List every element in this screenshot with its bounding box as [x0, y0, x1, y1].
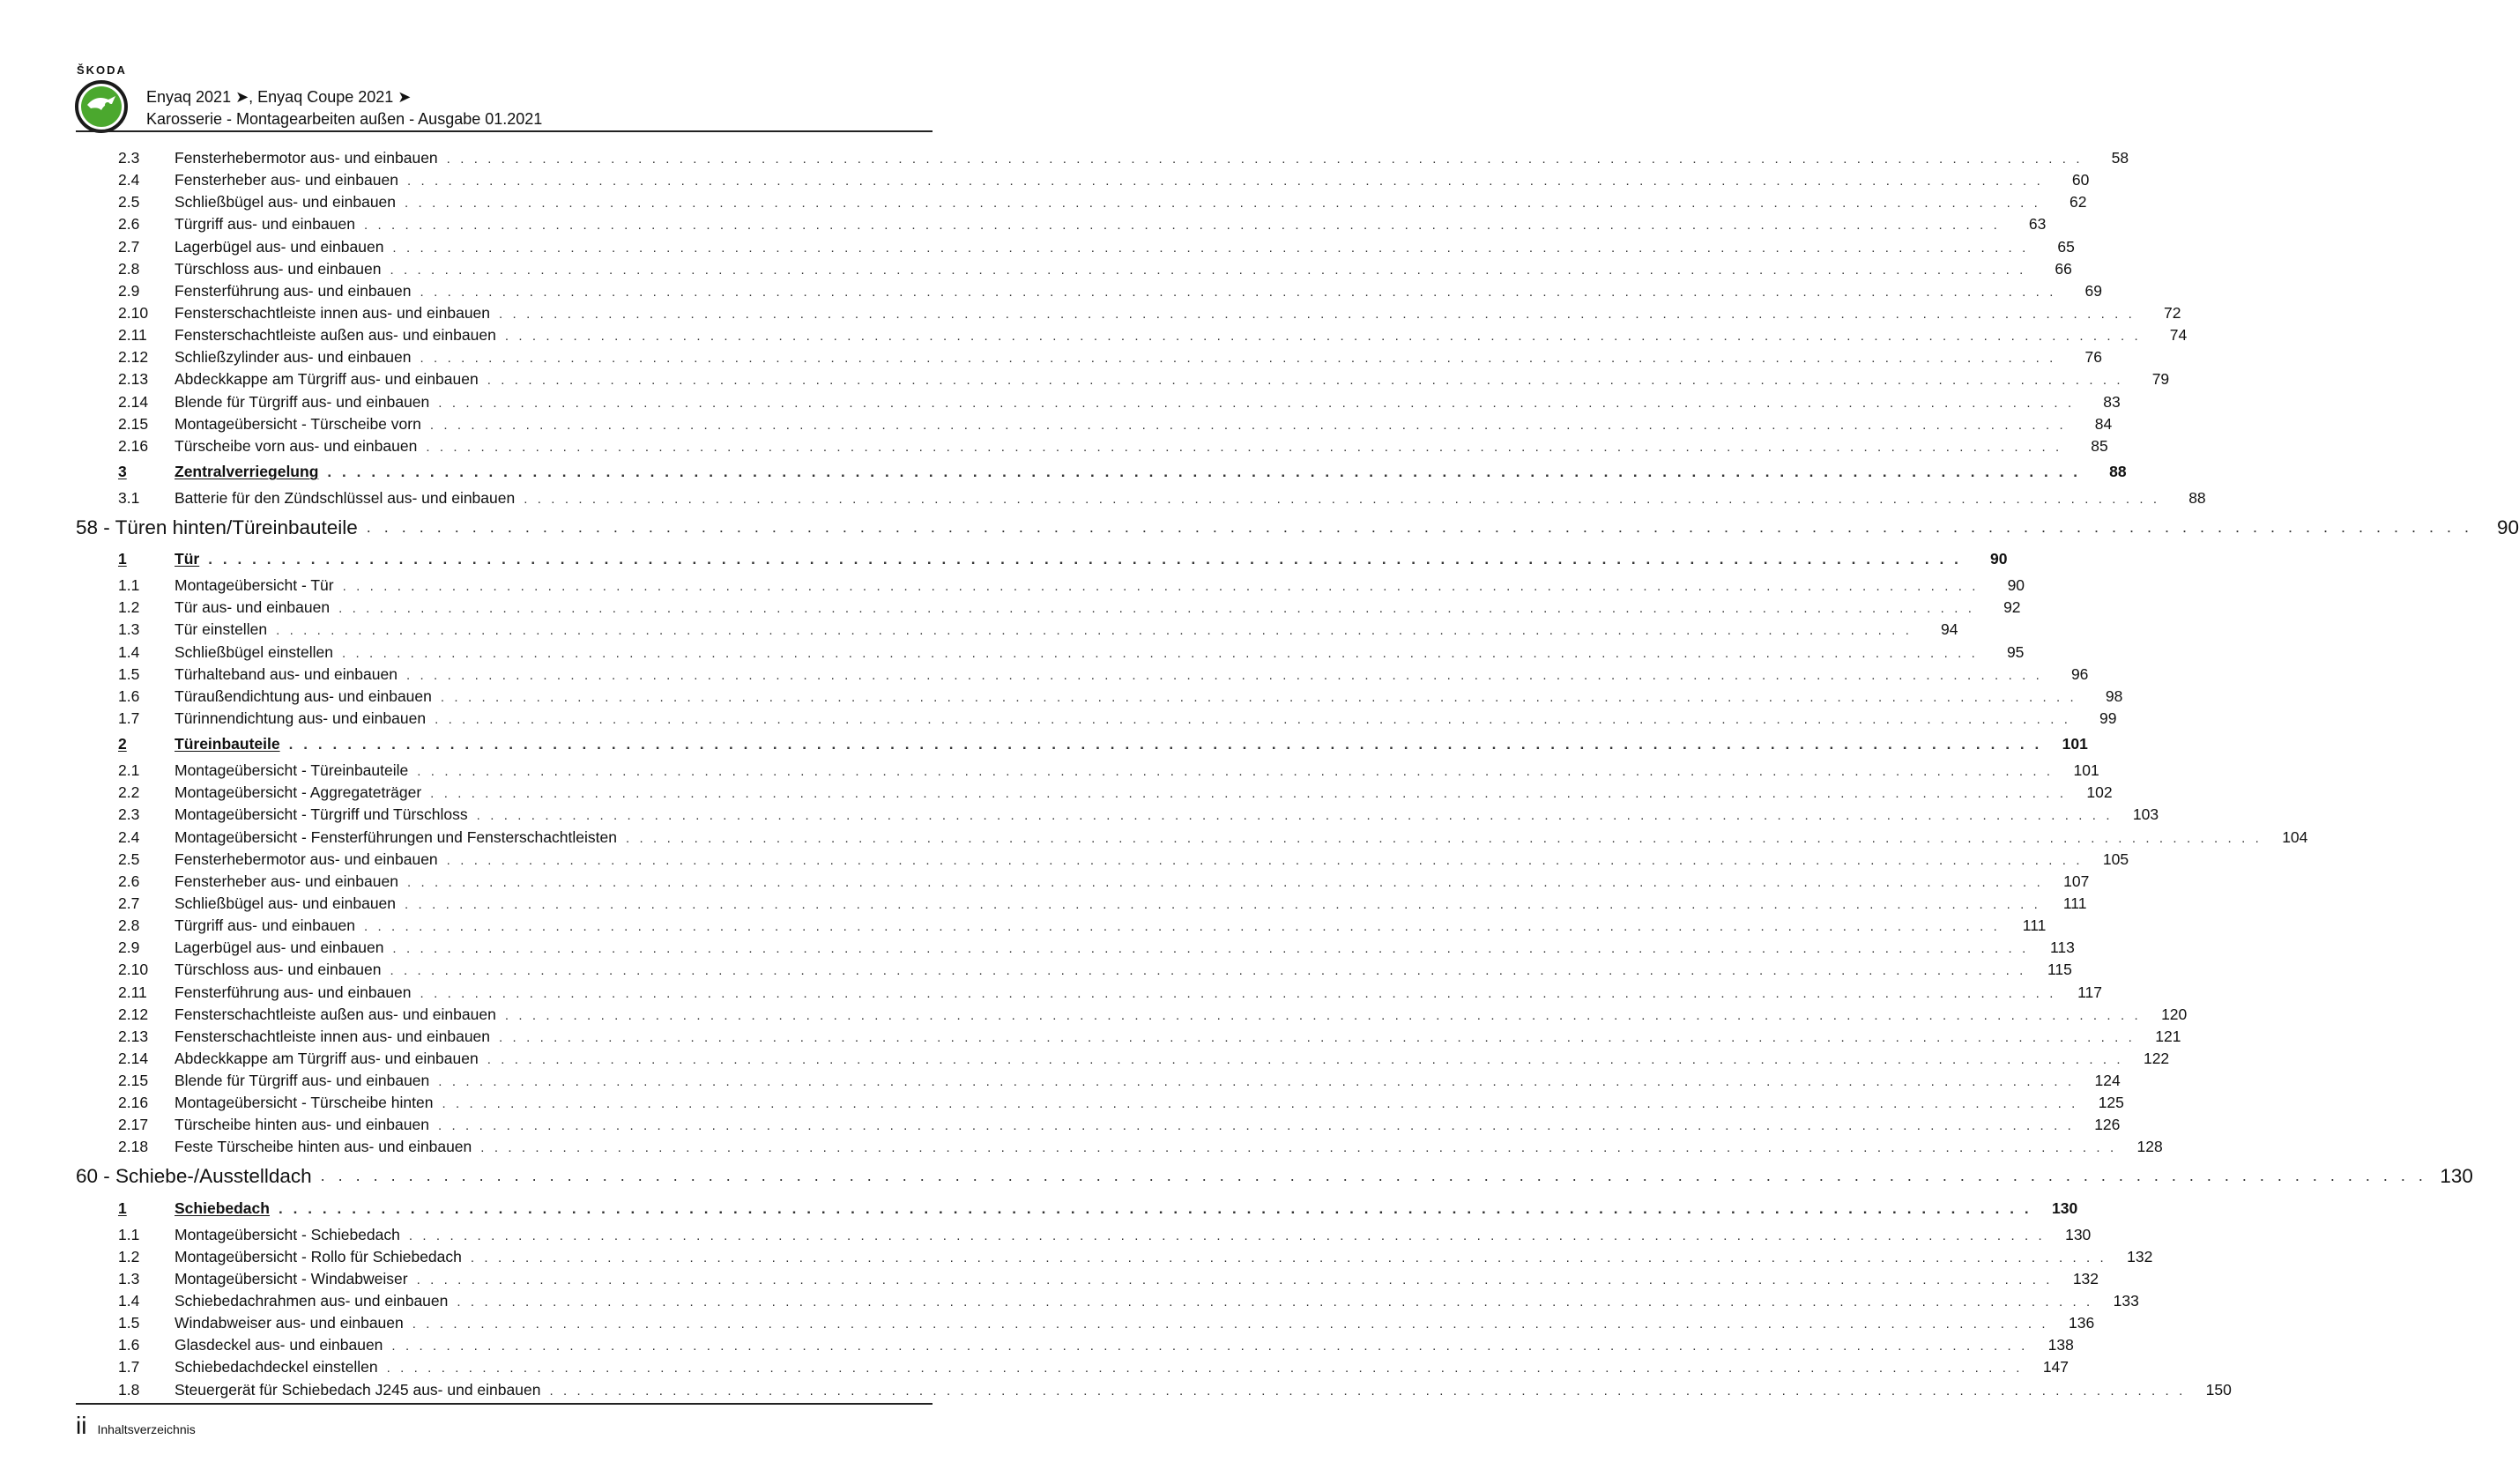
toc-entry-number: 2 [118, 735, 127, 753]
toc-entry-title: Montageübersicht - Türeinbauteile [175, 761, 409, 780]
toc-entry-number: 2.14 [118, 392, 149, 411]
toc-leader-dots: . . . . . . . . . . . . . . . . . . . . . . . . . . . . . . . . . . . . . . . . . . . . . . . . . . . . . . . . . . . . . . . . . . . . . . . . . . . . . . . . . . . . . . . . . . . . . . . . . . . . . . . . . . . . . . . . . . . . . . . . [420, 284, 2056, 300]
toc-entry[interactable] [76, 804, 2159, 826]
toc-entry-title: Montageübersicht - Türgriff und Türschloss [175, 805, 468, 824]
toc-entry-page: 90 [1989, 550, 2008, 568]
toc-entry[interactable] [76, 346, 2102, 368]
toc-entry[interactable] [76, 642, 2025, 664]
toc-entry-page: 84 [2094, 414, 2113, 433]
toc-leader-dots: . . . . . . . . . . . . . . . . . . . . . . . . . . . . . . . . . . . . . . . . . . . . . . . . . . . . . . . . . . . . . . . . . . . . . . . . . . . . . . . . . . . . . . . . . . . . . . . . . . . . . . . . . . . . . . . . . . . . . . . . [499, 1029, 2136, 1045]
toc-leader-dots: . . . . . . . . . . . . . . . . . . . . . . . . . . . . . . . . . . . . . . . . . . . . . . . . . . . . . . . . . . . . . . . . . . . . . . . . . . . . . . . . . . . . . . . . . . . . . . . . . . . . . . . . . . . . . . . . . . . . . . . . [438, 1074, 2075, 1090]
toc-entry-number: 2.6 [118, 215, 140, 234]
toc-entry-page: 90 [2007, 576, 2025, 595]
toc-entry[interactable] [76, 1026, 2181, 1048]
toc-entry-title: Fensterführung aus- und einbauen [175, 281, 412, 300]
toc-entry-title: Montageübersicht - Türscheibe vorn [175, 414, 421, 433]
toc-entry-number: 2.14 [118, 1049, 149, 1067]
toc-leader-dots: . . . . . . . . . . . . . . . . . . . . . . . . . . . . . . . . . . . . . . . . . . . . . . . . . . . . . . . . . . . . . . . . . . . . . . . . . . . . . . . . . . . . . . . . . . . . . . . . . . . . . . . . . . . . . . . . . . . . . . . . [390, 262, 2026, 278]
toc-entry-page: 79 [2151, 370, 2170, 389]
toc-entry-number: 2.17 [118, 1116, 149, 1134]
toc-entry[interactable] [76, 1048, 2170, 1070]
toc-entry-number: 2.6 [118, 872, 140, 890]
toc-entry[interactable] [76, 213, 2047, 235]
toc-leader-dots: . . . . . . . . . . . . . . . . . . . . . . . . . . . . . . . . . . . . . . . . . . . . . . . . . . . . . . . . . . . . . . . . . . . . . . . . . . . . . . . . . . . . . . . . . . . . . . . . . . . . . . . . . . . . . . . . . . . . . . . . [470, 1250, 2107, 1265]
toc-leader-dots: . . . . . . . . . . . . . . . . . . . . . . . . . . . . . . . . . . . . . . . . . . . . . . . . . . . . . . . . . . . . . . . . . . . . . . . . . . . . . . . . . . . . . . . . . . . . . . . . . . . . . . . . . . . . . . . . . . . . . . . . [406, 874, 2044, 890]
toc-entry-number: 2.4 [118, 827, 140, 846]
toc-entry-number: 1.6 [118, 1336, 140, 1354]
toc-entry[interactable] [76, 435, 2108, 457]
toc-leader-dots: . . . . . . . . . . . . . . . . . . . . . . . . . . . . . . . . . . . . . . . . . . . . . . . . . . . . . . . . . . . . . . . . . . . . . . . . . . . . . . . . . . . . . . . . . . . . . . . . . . . . . . . . . . . . . . . . . . . . . . . . [504, 1007, 2142, 1023]
toc-entry-title: Fensterschachtleiste außen aus- und einbauen [175, 326, 496, 345]
toc-entry-number: 2.10 [118, 303, 149, 322]
toc-entry-title: Tür [175, 550, 200, 568]
toc-entry-number: 3 [118, 462, 127, 480]
toc-leader-dots: . . . . . . . . . . . . . . . . . . . . . . . . . . . . . . . . . . . . . . . . . . . . . . . . . . . . . . . . . . . . . . . . . . . . . . . . . . . . . . . . . . . . . . . . . . . . . . . . . . . . . . . . . . . . . . . . . . . . . . . . [480, 1140, 2117, 1156]
toc-leader-dots: . . . . . . . . . . . . . . . . . . . . . . . . . . . . . . . . . . . . . . . . . . . . . . . . . . . . . . . . . . . . . . . . . . . . . . . . . . . . . . . . . . . . . . . . . . . . . . . . . . . . . . . . . . . . . . . . . . . . . . . . [391, 1339, 2028, 1354]
toc-entry-number: 2.9 [118, 281, 140, 300]
toc-entry-title: 60 - Schiebe-/Ausstelldach [76, 1165, 312, 1188]
toc-leader-dots: . . . . . . . . . . . . . . . . . . . . . . . . . . . . . . . . . . . . . . . . . . . . . . . . . . . . . . . . . . . . . . . . . . . . . . . . . . . . . . . . . . . . . . . . . . . . . . . . . . . . . . . . . . . . . . . . . . . . . . . . [276, 623, 1913, 639]
toc-entry[interactable] [76, 391, 2121, 413]
toc-entry-number: 2.11 [118, 326, 147, 345]
toc-leader-dots: . . . . . . . . . . . . . . . . . . . . . . . . . . . . . . . . . . . . . . . . . . . . . . . . . . . . . . . . . . . . . . . . . . . . . . . . . . . . . . . . . . . . . . . . . . . . . . . . . . . . . . . . . . . . . . . . . . . . . . . . [342, 579, 1980, 595]
toc-entry-number: 2.10 [118, 961, 149, 979]
toc-entry-title: Schließbügel einstellen [175, 642, 333, 661]
toc-entry-page: 130 [2065, 1225, 2092, 1243]
toc-entry-number: 2.3 [118, 149, 140, 167]
toc-entry[interactable] [76, 915, 2047, 937]
toc-leader-dots: . . . . . . . . . . . . . . . . . . . . . . . . . . . . . . . . . . . . . . . . . . . . . . . . . . . . . . . . . . . . . . . . . . . . . . . . . . . . . . . . . . . . . . . . . . . . . . . . . . . . . . . . . . . . . . . . . . . . . . . . [416, 1272, 2054, 1287]
toc-entry[interactable] [76, 368, 2170, 390]
toc-entry[interactable] [76, 1092, 2124, 1114]
toc-leader-dots: . . . . . . . . . . . . . . . . . . . . . . . . . . . . . . . . . . . . . . . . . . . . . . . . . . . . . . . . . . . . . . . . . . . . . . . . . . . . . . . . . . . . . . . . . . . . . . . . . . . . . . . . . . . . . . . . . . . . . . . . [392, 941, 2029, 957]
toc-entry-page: 130 [2052, 1198, 2078, 1217]
toc-leader-dots: . . . . . . . . . . . . . . . . . . . . . . . . . . . . . . . . . . . . . . . . . . . . . . . . . . . . . . . . . . . . . . . . . . . . . . . . . . . . . . . . . . . . . . . . . . . . . . . . . . . . . . . . . . . . . . . . . . . . . . . . [208, 551, 1962, 568]
toc-entry[interactable] [76, 1070, 2121, 1092]
toc-leader-dots: . . . . . . . . . . . . . . . . . . . . . . . . . . . . . . . . . . . . . . . . . . . . . . . . . . . . . . . . . . . . . . . . . . . . . . . . . . . . . . . . . . . . . . . . . . . . . . . . . . . . . . . . . . . . . . . . . . . . . . . . [437, 1118, 2075, 1134]
toc-leader-dots: . . . . . . . . . . . . . . . . . . . . . . . . . . . . . . . . . . . . . . . . . . . . . . . . . . . . . . . . . . . . . . . . . . . . . . . . . . . . . . . . . . . . . . . . . . . . . . . . . . . . . . . . . . . . . . . . . . . . . . . . [408, 1228, 2046, 1243]
toc-entry-number: 2.9 [118, 939, 140, 957]
toc-entry[interactable] [76, 169, 2090, 191]
toc-entry-title: Schließbügel aus- und einbauen [175, 894, 397, 912]
toc-entry-title: Montageübersicht - Tür [175, 576, 334, 595]
toc-entry-title: Türschloss aus- und einbauen [175, 961, 382, 979]
toc-entry[interactable] [76, 619, 1958, 641]
toc-entry-number: 2.8 [118, 259, 140, 278]
toc-entry-title: Türeinbauteile [175, 735, 280, 753]
toc-entry-number: 1 [118, 1198, 127, 1217]
toc-entry-page: 115 [2047, 961, 2072, 979]
toc-entry[interactable] [76, 982, 2102, 1004]
toc-entry-number: 2.13 [118, 370, 149, 389]
toc-chapter-entry[interactable] [76, 733, 2088, 760]
page-footer [76, 1412, 196, 1440]
toc-entry-number: 1.1 [118, 1225, 140, 1243]
toc-entry-title: Türgriff aus- und einbauen [175, 916, 355, 935]
toc-entry-title: Türinnendichtung aus- und einbauen [175, 709, 427, 727]
toc-entry-title: Fensterführung aus- und einbauen [175, 983, 412, 1001]
toc-leader-dots: . . . . . . . . . . . . . . . . . . . . . . . . . . . . . . . . . . . . . . . . . . . . . . . . . . . . . . . . . . . . . . . . . . . . . . . . . . . . . . . . . . . . . . . . . . . . . . . . . . . . . . . . . . . . . . . . . . . . . . . . [288, 736, 2042, 753]
toc-entry-page: 65 [2057, 237, 2075, 256]
toc-entry-number: 1.3 [118, 1269, 140, 1287]
toc-leader-dots: . . . . . . . . . . . . . . . . . . . . . . . . . . . . . . . . . . . . . . . . . . . . . . . . . . . . . . . . . . . . . . . . . . . . . . . . . . . . . . . . . . . . . . . . . . . . . . . . . . . . . . . . . . . . . . . . . . . . . . . . [406, 174, 2044, 189]
table-of-contents [76, 147, 2519, 1401]
toc-entry-number: 1.7 [118, 709, 140, 727]
toc-entry-page: 88 [2188, 488, 2206, 507]
toc-entry-page: 126 [2094, 1116, 2121, 1134]
toc-entry[interactable] [76, 1004, 2188, 1026]
toc-entry-page: 60 [2071, 171, 2090, 189]
toc-entry-number: 2.7 [118, 894, 140, 912]
toc-entry-page: 150 [2205, 1380, 2232, 1399]
toc-entry[interactable] [76, 1334, 2074, 1356]
footer-page-number: ii [76, 1412, 87, 1439]
toc-entry-title: Schließbügel aus- und einbauen [175, 193, 397, 211]
toc-entry-title: 58 - Türen hinten/Türeinbauteile [76, 516, 358, 538]
toc-entry[interactable] [76, 1136, 2163, 1158]
toc-entry[interactable] [76, 302, 2181, 324]
toc-entry[interactable] [76, 597, 2021, 619]
header-divider [76, 130, 933, 132]
toc-leader-dots: . . . . . . . . . . . . . . . . . . . . . . . . . . . . . . . . . . . . . . . . . . . . . . . . . . . . . . . . . . . . . . . . . . . . . . . . . . . . . . . . . . . . . . . . . . . . . . . . . . . . . . . . . . . . . . . . . . . . . . . . [278, 1199, 2032, 1217]
toc-chapter-entry[interactable] [76, 1198, 2078, 1224]
toc-entry[interactable] [76, 760, 2099, 782]
toc-entry-number: 2.13 [118, 1027, 149, 1045]
toc-entry-page: 62 [2069, 193, 2087, 211]
toc-leader-dots: . . . . . . . . . . . . . . . . . . . . . . . . . . . . . . . . . . . . . . . . . . . . . . . . . . . . . . . . . . . . . . . . . . . . . . . . . . . . . . . . . . . . . . . . . . . . . . . . . . . . . . . . . . . . . . . . . . . . . . . . [405, 196, 2041, 211]
toc-entry-title: Türaußendichtung aus- und einbauen [175, 686, 432, 705]
toc-entry[interactable] [76, 324, 2188, 346]
toc-entry-number: 1.7 [118, 1358, 140, 1376]
toc-entry-page: 111 [2022, 916, 2047, 935]
toc-entry-page: 133 [2113, 1292, 2139, 1310]
toc-leader-dots: . . . . . . . . . . . . . . . . . . . . . . . . . . . . . . . . . . . . . . . . . . . . . . . . . . . . . . . . . . . . . . . . . . . . . . . . . . . . . . . . . . . . . . . . . . . . . . . . . . . . . . . . . . . . . . . . . . . . . . . . [625, 830, 2263, 846]
footer-divider [76, 1403, 933, 1405]
toc-entry-page: 90 [2497, 516, 2519, 538]
toc-entry[interactable] [76, 782, 2113, 804]
toc-leader-dots: . . . . . . . . . . . . . . . . . . . . . . . . . . . . . . . . . . . . . . . . . . . . . . . . . . . . . . . . . . . . . . . . . . . . . . . . . . . . . . . . . . . . . . . . . . . . . . . . . . . . . . . . . . . . . . . . . . . . . . . . [338, 601, 1975, 617]
toc-section-heading[interactable] [76, 1159, 2473, 1194]
toc-leader-dots: . . . . . . . . . . . . . . . . . . . . . . . . . . . . . . . . . . . . . . . . . . . . . . . . . . . . . . . . . . . . . . . . . . . . . . . . . . . . . . . . . . . . . . . . . . . . . . . . . . . . . . . . . . . . . . . . . . . . . . . . [429, 417, 2067, 433]
toc-entry-number: 2.11 [118, 983, 147, 1001]
toc-entry-title: Fensterhebermotor aus- und einbauen [175, 149, 438, 167]
toc-entry[interactable] [76, 1246, 2153, 1268]
toc-entry-page: 95 [2006, 642, 2025, 661]
toc-entry-page: 130 [2440, 1165, 2473, 1188]
toc-entry-number: 1.5 [118, 664, 140, 683]
toc-leader-dots: . . . . . . . . . . . . . . . . . . . . . . . . . . . . . . . . . . . . . . . . . . . . . . . . . . . . . . . . . . . . . . . . . . . . . . . . . . . . . . . . . . . . . . . . . . . . . . . . . . . . . . . . . . . . . . . . . . . . . . . . [438, 395, 2075, 411]
toc-entry[interactable] [76, 959, 2072, 981]
toc-entry-title: Glasdeckel aus- und einbauen [175, 1336, 383, 1354]
toc-entry-number: 2.12 [118, 348, 149, 367]
toc-entry-title: Türschloss aus- und einbauen [175, 259, 382, 278]
toc-entry-title: Türscheibe hinten aus- und einbauen [175, 1116, 429, 1134]
toc-entry[interactable] [76, 258, 2072, 280]
toc-entry-page: 99 [2099, 709, 2117, 727]
toc-entry-title: Montageübersicht - Windabweiser [175, 1269, 408, 1287]
toc-entry[interactable] [76, 1290, 2139, 1312]
toc-entry-number: 3.1 [118, 488, 140, 507]
toc-entry-number: 2.5 [118, 193, 140, 211]
toc-leader-dots: . . . . . . . . . . . . . . . . . . . . . . . . . . . . . . . . . . . . . . . . . . . . . . . . . . . . . . . . . . . . . . . . . . . . . . . . . . . . . . . . . . . . . . . . . . . . . . . . . . . . . . . . . . . . . . . . . . . . . . . . [440, 689, 2077, 705]
toc-entry-page: 101 [2062, 735, 2088, 753]
toc-entry-page: 58 [2111, 149, 2129, 167]
toc-entry-page: 128 [2136, 1138, 2163, 1156]
toc-entry-number: 2.1 [118, 761, 140, 780]
toc-entry[interactable] [76, 1224, 2092, 1246]
toc-entry-title: Montageübersicht - Fensterführungen und Fensterschachtleisten [175, 827, 617, 846]
toc-entry-number: 1.5 [118, 1314, 140, 1332]
toc-entry-page: 85 [2091, 436, 2108, 455]
toc-entry-page: 92 [2003, 598, 2021, 617]
toc-entry-page: 147 [2042, 1358, 2069, 1376]
toc-entry[interactable] [76, 849, 2129, 871]
toc-entry-title: Montageübersicht - Türscheibe hinten [175, 1094, 434, 1112]
toc-entry-page: 88 [2109, 462, 2127, 480]
toc-entry-page: 104 [2282, 827, 2308, 846]
footer-label: Inhaltsverzeichnis [97, 1422, 196, 1436]
toc-entry-number: 1.1 [118, 576, 140, 595]
toc-entry-title: Schließzylinder aus- und einbauen [175, 348, 412, 367]
toc-entry-number: 1.2 [118, 598, 140, 617]
toc-entry-title: Feste Türscheibe hinten aus- und einbauen [175, 1138, 472, 1156]
toc-entry-number: 2.5 [118, 850, 140, 868]
toc-entry-title: Abdeckkappe am Türgriff aus- und einbauen [175, 1049, 479, 1067]
toc-leader-dots: . . . . . . . . . . . . . . . . . . . . . . . . . . . . . . . . . . . . . . . . . . . . . . . . . . . . . . . . . . . . . . . . . . . . . . . . . . . . . . . . . . . . . . . . . . . . . . . . . . . . . . . . . . . . . . . . . . . . . . . . [457, 1295, 2093, 1310]
toc-leader-dots: . . . . . . . . . . . . . . . . . . . . . . . . . . . . . . . . . . . . . . . . . . . . . . . . . . . . . . . . . . . . . . . . . . . . . . . . . . . . . . . . . . . . . . . . . . . . . . . . . . . . . . . . . . . . . . . . . . . . . . . . [524, 491, 2160, 507]
toc-entry-title: Türhalteband aus- und einbauen [175, 664, 398, 683]
toc-entry-title: Abdeckkappe am Türgriff aus- und einbauen [175, 370, 479, 389]
toc-leader-dots: . . . . . . . . . . . . . . . . . . . . . . . . . . . . . . . . . . . . . . . . . . . . . . . . . . . . . . . . . . . . . . . . . . . . . . . . . . . . . . . . . . . . . . . . . . . . . . . . . . . . . . . . . . . . . . . . . . . . . . . . [386, 1361, 2024, 1376]
toc-entry-page: 63 [2028, 215, 2047, 234]
toc-entry-number: 1.8 [118, 1380, 140, 1399]
skoda-logo-icon [75, 80, 128, 133]
toc-entry-title: Schiebedachdeckel einstellen [175, 1358, 378, 1376]
toc-entry-title: Schiebedachrahmen aus- und einbauen [175, 1292, 449, 1310]
toc-entry-title: Lagerbügel aus- und einbauen [175, 939, 384, 957]
toc-entry-number: 2.3 [118, 805, 140, 824]
toc-entry-number: 2.12 [118, 1005, 149, 1023]
toc-entry-page: 117 [2077, 983, 2102, 1001]
toc-leader-dots: . . . . . . . . . . . . . . . . . . . . . . . . . . . . . . . . . . . . . . . . . . . . . . . . . . . . . . . . . . . . . . . . . . . . . . . . . . . . . . . . . . . . . . . . . . . . . . . . . . . . . . . . . . . . . . . . . . . . . . . . [405, 896, 2041, 912]
toc-leader-dots: . . . . . . . . . . . . . . . . . . . . . . . . . . . . . . . . . . . . . . . . . . . . . . . . . . . . . . . . . . . . . . . . . . . . . . . . . . . . . . . . . . . . . . . . . . . . . . . . . . . . . . . . . . . . . . . . . . . . . . . . [549, 1383, 2186, 1399]
toc-entry-title: Tür einstellen [175, 620, 268, 639]
toc-chapter-entry[interactable] [76, 461, 2127, 487]
toc-entry[interactable] [76, 236, 2075, 258]
toc-leader-dots: . . . . . . . . . . . . . . . . . . . . . . . . . . . . . . . . . . . . . . . . . . . . . . . . . . . . . . . . . . . . . . . . . . . . . . . . . . . . . . . . . . . . . . . . . . . . . . . . . . . . . . . . . . . . . . . . . . . . . . . . [499, 306, 2136, 322]
toc-entry-title: Fensterschachtleiste innen aus- und einbauen [175, 1027, 491, 1045]
toc-entry-number: 2.16 [118, 1094, 149, 1112]
toc-leader-dots: . . . . . . . . . . . . . . . . . . . . . . . . . . . . . . . . . . . . . . . . . . . . . . . . . . . . . . . . . . . . . . . . . . . . . . . . . . . . . . . . . . . . . . . . . . . . . . . . . . . . . . . . . . . . . . . . . . . . . . . . [417, 764, 2054, 780]
toc-leader-dots: . . . . . . . . . . . . . . . . . . . . . . . . . . . . . . . . . . . . . . . . . . . . . . . . . . . . . . . . . . . . . . . . . . . . . . . . . . . . . . . . . . . . . . . . . . . . . . . . . . . . . . . . . . . . . . . . . . . . . . . . [412, 1317, 2049, 1332]
toc-leader-dots: . . . . . . . . . . . . . . . . . . . . . . . . . . . . . . . . . . . . . . . . . . . . . . . . . . . . . . . . . . . . . . . . . . . . . . . . . . . . . . . . . . . . . . . . . . . . . . . . . . . . . . . . . . . . . . . . . . . . . . . . [420, 985, 2056, 1001]
toc-leader-dots: . . . . . . . . . . . . . . . . . . . . . . . . . . . . . . . . . . . . . . . . . . . . . . . . . . . . . . . . . . . . . . . . . . . . . . . . . . . . . . . . . . . . . . . . . . . . . . . . . . . . . . . . . . . . . . . . . . . . . . . . [476, 808, 2114, 824]
toc-entry-page: 111 [2062, 894, 2087, 912]
toc-entry-page: 101 [2073, 761, 2099, 780]
toc-entry-page: 72 [2163, 303, 2181, 322]
toc-entry-number: 2.8 [118, 916, 140, 935]
toc-chapter-entry[interactable] [76, 548, 2008, 575]
toc-entry-page: 66 [2055, 259, 2072, 278]
toc-entry[interactable] [76, 1356, 2069, 1378]
toc-entry-page: 132 [2072, 1269, 2099, 1287]
toc-leader-dots: . . . . . . . . . . . . . . . . . . . . . . . . . . . . . . . . . . . . . . . . . . . . . . . . . . . . . . . . . . . . . . . . . . . . . . . . . . . . . . . . . . . . . . . . . . . . . . . . . . . . . . . . . . . . . . . . . . . . . . . . [446, 852, 2084, 868]
document-title-line-1: Enyaq 2021 ➤, Enyaq Coupe 2021 ➤ [146, 88, 412, 106]
toc-entry-title: Steuergerät für Schiebedach J245 aus- und einbauen [175, 1380, 541, 1399]
toc-leader-dots: . . . . . . . . . . . . . . . . . . . . . . . . . . . . . . . . . . . . . . . . . . . . . . . . . . . . . . . . . . . . . . . . . . . . . . . . . . . . . . . . . . . . . . . . . . . . . . . . . . . . . . . . . . . . . . . . . . . . . . . . [487, 373, 2124, 389]
toc-entry-title: Montageübersicht - Rollo für Schiebedach [175, 1247, 462, 1265]
toc-entry[interactable] [76, 1379, 2232, 1401]
toc-entry-title: Montageübersicht - Schiebedach [175, 1225, 400, 1243]
toc-leader-dots: . . . . . . . . . . . . . . . . . . . . . . . . . . . . . . . . . . . . . . . . . . . . . . . . . . . . . . . . . . . . . . . . . . . . . . . . . . . . . . . . . . . . . . . . . . . . . . . . . . . . . . . . . . . . . . . . . . . . . . . . [504, 329, 2142, 345]
toc-entry-title: Fensterschachtleiste innen aus- und einbauen [175, 303, 491, 322]
toc-entry-title: Blende für Türgriff aus- und einbauen [175, 1072, 430, 1090]
toc-entry[interactable] [76, 937, 2075, 959]
toc-entry-title: Fensterheber aus- und einbauen [175, 171, 398, 189]
toc-entry-page: 122 [2143, 1049, 2170, 1067]
toc-entry[interactable] [76, 664, 2089, 686]
toc-entry[interactable] [76, 1312, 2095, 1334]
toc-leader-dots: . . . . . . . . . . . . . . . . . . . . . . . . . . . . . . . . . . . . . . . . . . . . . . . . . . . . . . . . . . . . . . . . . . . . . . . . . . . . . . . . . . . . . . . . . . . . . . . . . . . . . . . . . . . . . . . . . . . . . . . . [320, 1167, 2427, 1185]
brand-name: ŠKODA [77, 63, 127, 77]
toc-entry-page: 107 [2063, 872, 2090, 890]
toc-entry-number: 1 [118, 550, 127, 568]
toc-entry-number: 1.3 [118, 620, 140, 639]
toc-entry-title: Lagerbügel aus- und einbauen [175, 237, 384, 256]
toc-leader-dots: . . . . . . . . . . . . . . . . . . . . . . . . . . . . . . . . . . . . . . . . . . . . . . . . . . . . . . . . . . . . . . . . . . . . . . . . . . . . . . . . . . . . . . . . . . . . . . . . . . . . . . . . . . . . . . . . . . . . . . . . [446, 152, 2084, 167]
toc-leader-dots: . . . . . . . . . . . . . . . . . . . . . . . . . . . . . . . . . . . . . . . . . . . . . . . . . . . . . . . . . . . . . . . . . . . . . . . . . . . . . . . . . . . . . . . . . . . . . . . . . . . . . . . . . . . . . . . . . . . . . . . . [426, 439, 2062, 455]
toc-entry-page: 105 [2102, 850, 2129, 868]
toc-entry-title: Batterie für den Zündschlüssel aus- und einbauen [175, 488, 516, 507]
toc-entry-page: 74 [2169, 326, 2188, 345]
toc-leader-dots: . . . . . . . . . . . . . . . . . . . . . . . . . . . . . . . . . . . . . . . . . . . . . . . . . . . . . . . . . . . . . . . . . . . . . . . . . . . . . . . . . . . . . . . . . . . . . . . . . . . . . . . . . . . . . . . . . . . . . . . . [341, 645, 1979, 661]
toc-entry-page: 98 [2105, 686, 2123, 705]
toc-leader-dots: . . . . . . . . . . . . . . . . . . . . . . . . . . . . . . . . . . . . . . . . . . . . . . . . . . . . . . . . . . . . . . . . . . . . . . . . . . . . . . . . . . . . . . . . . . . . . . . . . . . . . . . . . . . . . . . . . . . . . . . . [487, 1051, 2124, 1067]
toc-entry-page: 121 [2155, 1027, 2181, 1045]
toc-entry-title: Fensterhebermotor aus- und einbauen [175, 850, 438, 868]
toc-entry-page: 83 [2103, 392, 2121, 411]
toc-entry-page: 94 [1941, 620, 1958, 639]
toc-entry[interactable] [76, 575, 2025, 597]
toc-entry-title: Fensterschachtleiste außen aus- und einbauen [175, 1005, 496, 1023]
toc-entry-title: Zentralverriegelung [175, 462, 319, 480]
toc-entry-page: 96 [2070, 664, 2089, 683]
toc-entry-page: 69 [2084, 281, 2102, 300]
toc-entry-page: 136 [2068, 1314, 2095, 1332]
toc-entry[interactable] [76, 1268, 2099, 1290]
toc-entry-title: Fensterheber aus- und einbauen [175, 872, 398, 890]
toc-entry-page: 102 [2086, 783, 2113, 802]
toc-entry-number: 2.4 [118, 171, 140, 189]
toc-entry-page: 125 [2098, 1094, 2124, 1112]
toc-entry-number: 2.15 [118, 1072, 149, 1090]
toc-entry-number: 1.4 [118, 1292, 140, 1310]
toc-entry-number: 1.2 [118, 1247, 140, 1265]
toc-entry-number: 1.4 [118, 642, 140, 661]
toc-leader-dots: . . . . . . . . . . . . . . . . . . . . . . . . . . . . . . . . . . . . . . . . . . . . . . . . . . . . . . . . . . . . . . . . . . . . . . . . . . . . . . . . . . . . . . . . . . . . . . . . . . . . . . . . . . . . . . . . . . . . . . . . [442, 1096, 2078, 1112]
toc-entry[interactable] [76, 708, 2117, 730]
toc-entry-page: 76 [2084, 348, 2102, 367]
toc-leader-dots: . . . . . . . . . . . . . . . . . . . . . . . . . . . . . . . . . . . . . . . . . . . . . . . . . . . . . . . . . . . . . . . . . . . . . . . . . . . . . . . . . . . . . . . . . . . . . . . . . . . . . . . . . . . . . . . . . . . . . . . . [366, 517, 2474, 536]
toc-entry-number: 2.7 [118, 237, 140, 256]
toc-entry-title: Tür aus- und einbauen [175, 598, 331, 617]
toc-entry-title: Blende für Türgriff aus- und einbauen [175, 392, 430, 411]
toc-section-heading[interactable] [76, 509, 2519, 545]
toc-entry-number: 2.16 [118, 436, 149, 455]
toc-entry-page: 120 [2161, 1005, 2188, 1023]
toc-entry-title: Windabweiser aus- und einbauen [175, 1314, 404, 1332]
toc-entry-title: Türgriff aus- und einbauen [175, 215, 355, 234]
toc-entry[interactable] [76, 871, 2090, 893]
toc-leader-dots: . . . . . . . . . . . . . . . . . . . . . . . . . . . . . . . . . . . . . . . . . . . . . . . . . . . . . . . . . . . . . . . . . . . . . . . . . . . . . . . . . . . . . . . . . . . . . . . . . . . . . . . . . . . . . . . . . . . . . . . . [392, 240, 2029, 256]
toc-leader-dots: . . . . . . . . . . . . . . . . . . . . . . . . . . . . . . . . . . . . . . . . . . . . . . . . . . . . . . . . . . . . . . . . . . . . . . . . . . . . . . . . . . . . . . . . . . . . . . . . . . . . . . . . . . . . . . . . . . . . . . . . [390, 963, 2026, 979]
toc-leader-dots: . . . . . . . . . . . . . . . . . . . . . . . . . . . . . . . . . . . . . . . . . . . . . . . . . . . . . . . . . . . . . . . . . . . . . . . . . . . . . . . . . . . . . . . . . . . . . . . . . . . . . . . . . . . . . . . . . . . . . . . . [363, 218, 2001, 234]
toc-entry[interactable] [76, 280, 2102, 302]
toc-entry-number: 2.2 [118, 783, 140, 802]
toc-entry-page: 124 [2094, 1072, 2121, 1090]
toc-entry-number: 2.18 [118, 1138, 149, 1156]
toc-leader-dots: . . . . . . . . . . . . . . . . . . . . . . . . . . . . . . . . . . . . . . . . . . . . . . . . . . . . . . . . . . . . . . . . . . . . . . . . . . . . . . . . . . . . . . . . . . . . . . . . . . . . . . . . . . . . . . . . . . . . . . . . [405, 667, 2043, 683]
toc-entry[interactable] [76, 893, 2087, 915]
toc-leader-dots: . . . . . . . . . . . . . . . . . . . . . . . . . . . . . . . . . . . . . . . . . . . . . . . . . . . . . . . . . . . . . . . . . . . . . . . . . . . . . . . . . . . . . . . . . . . . . . . . . . . . . . . . . . . . . . . . . . . . . . . . [435, 711, 2071, 727]
toc-entry-page: 138 [2047, 1336, 2074, 1354]
toc-entry[interactable] [76, 1114, 2121, 1136]
document-title [146, 86, 542, 130]
toc-entry-page: 113 [2049, 939, 2075, 957]
toc-leader-dots: . . . . . . . . . . . . . . . . . . . . . . . . . . . . . . . . . . . . . . . . . . . . . . . . . . . . . . . . . . . . . . . . . . . . . . . . . . . . . . . . . . . . . . . . . . . . . . . . . . . . . . . . . . . . . . . . . . . . . . . . [420, 351, 2056, 367]
toc-entry[interactable] [76, 413, 2113, 435]
toc-leader-dots: . . . . . . . . . . . . . . . . . . . . . . . . . . . . . . . . . . . . . . . . . . . . . . . . . . . . . . . . . . . . . . . . . . . . . . . . . . . . . . . . . . . . . . . . . . . . . . . . . . . . . . . . . . . . . . . . . . . . . . . . [363, 919, 2001, 935]
document-title-line-2: Karosserie - Montagearbeiten außen - Ausgabe 01.2021 [146, 110, 543, 128]
toc-leader-dots: . . . . . . . . . . . . . . . . . . . . . . . . . . . . . . . . . . . . . . . . . . . . . . . . . . . . . . . . . . . . . . . . . . . . . . . . . . . . . . . . . . . . . . . . . . . . . . . . . . . . . . . . . . . . . . . . . . . . . . . . [327, 463, 2081, 480]
toc-entry[interactable] [76, 827, 2308, 849]
toc-entry-title: Montageübersicht - Aggregateträger [175, 783, 422, 802]
brand-block [75, 63, 130, 133]
toc-entry-title: Schiebedach [175, 1198, 270, 1217]
toc-leader-dots: . . . . . . . . . . . . . . . . . . . . . . . . . . . . . . . . . . . . . . . . . . . . . . . . . . . . . . . . . . . . . . . . . . . . . . . . . . . . . . . . . . . . . . . . . . . . . . . . . . . . . . . . . . . . . . . . . . . . . . . . [430, 786, 2067, 802]
toc-entry[interactable] [76, 147, 2129, 169]
toc-entry-number: 2.15 [118, 414, 149, 433]
toc-entry[interactable] [76, 487, 2206, 509]
toc-entry[interactable] [76, 686, 2123, 708]
toc-entry-page: 132 [2127, 1247, 2153, 1265]
toc-entry[interactable] [76, 191, 2087, 213]
toc-entry-number: 1.6 [118, 686, 140, 705]
toc-entry-page: 103 [2132, 805, 2159, 824]
toc-entry-title: Türscheibe vorn aus- und einbauen [175, 436, 418, 455]
